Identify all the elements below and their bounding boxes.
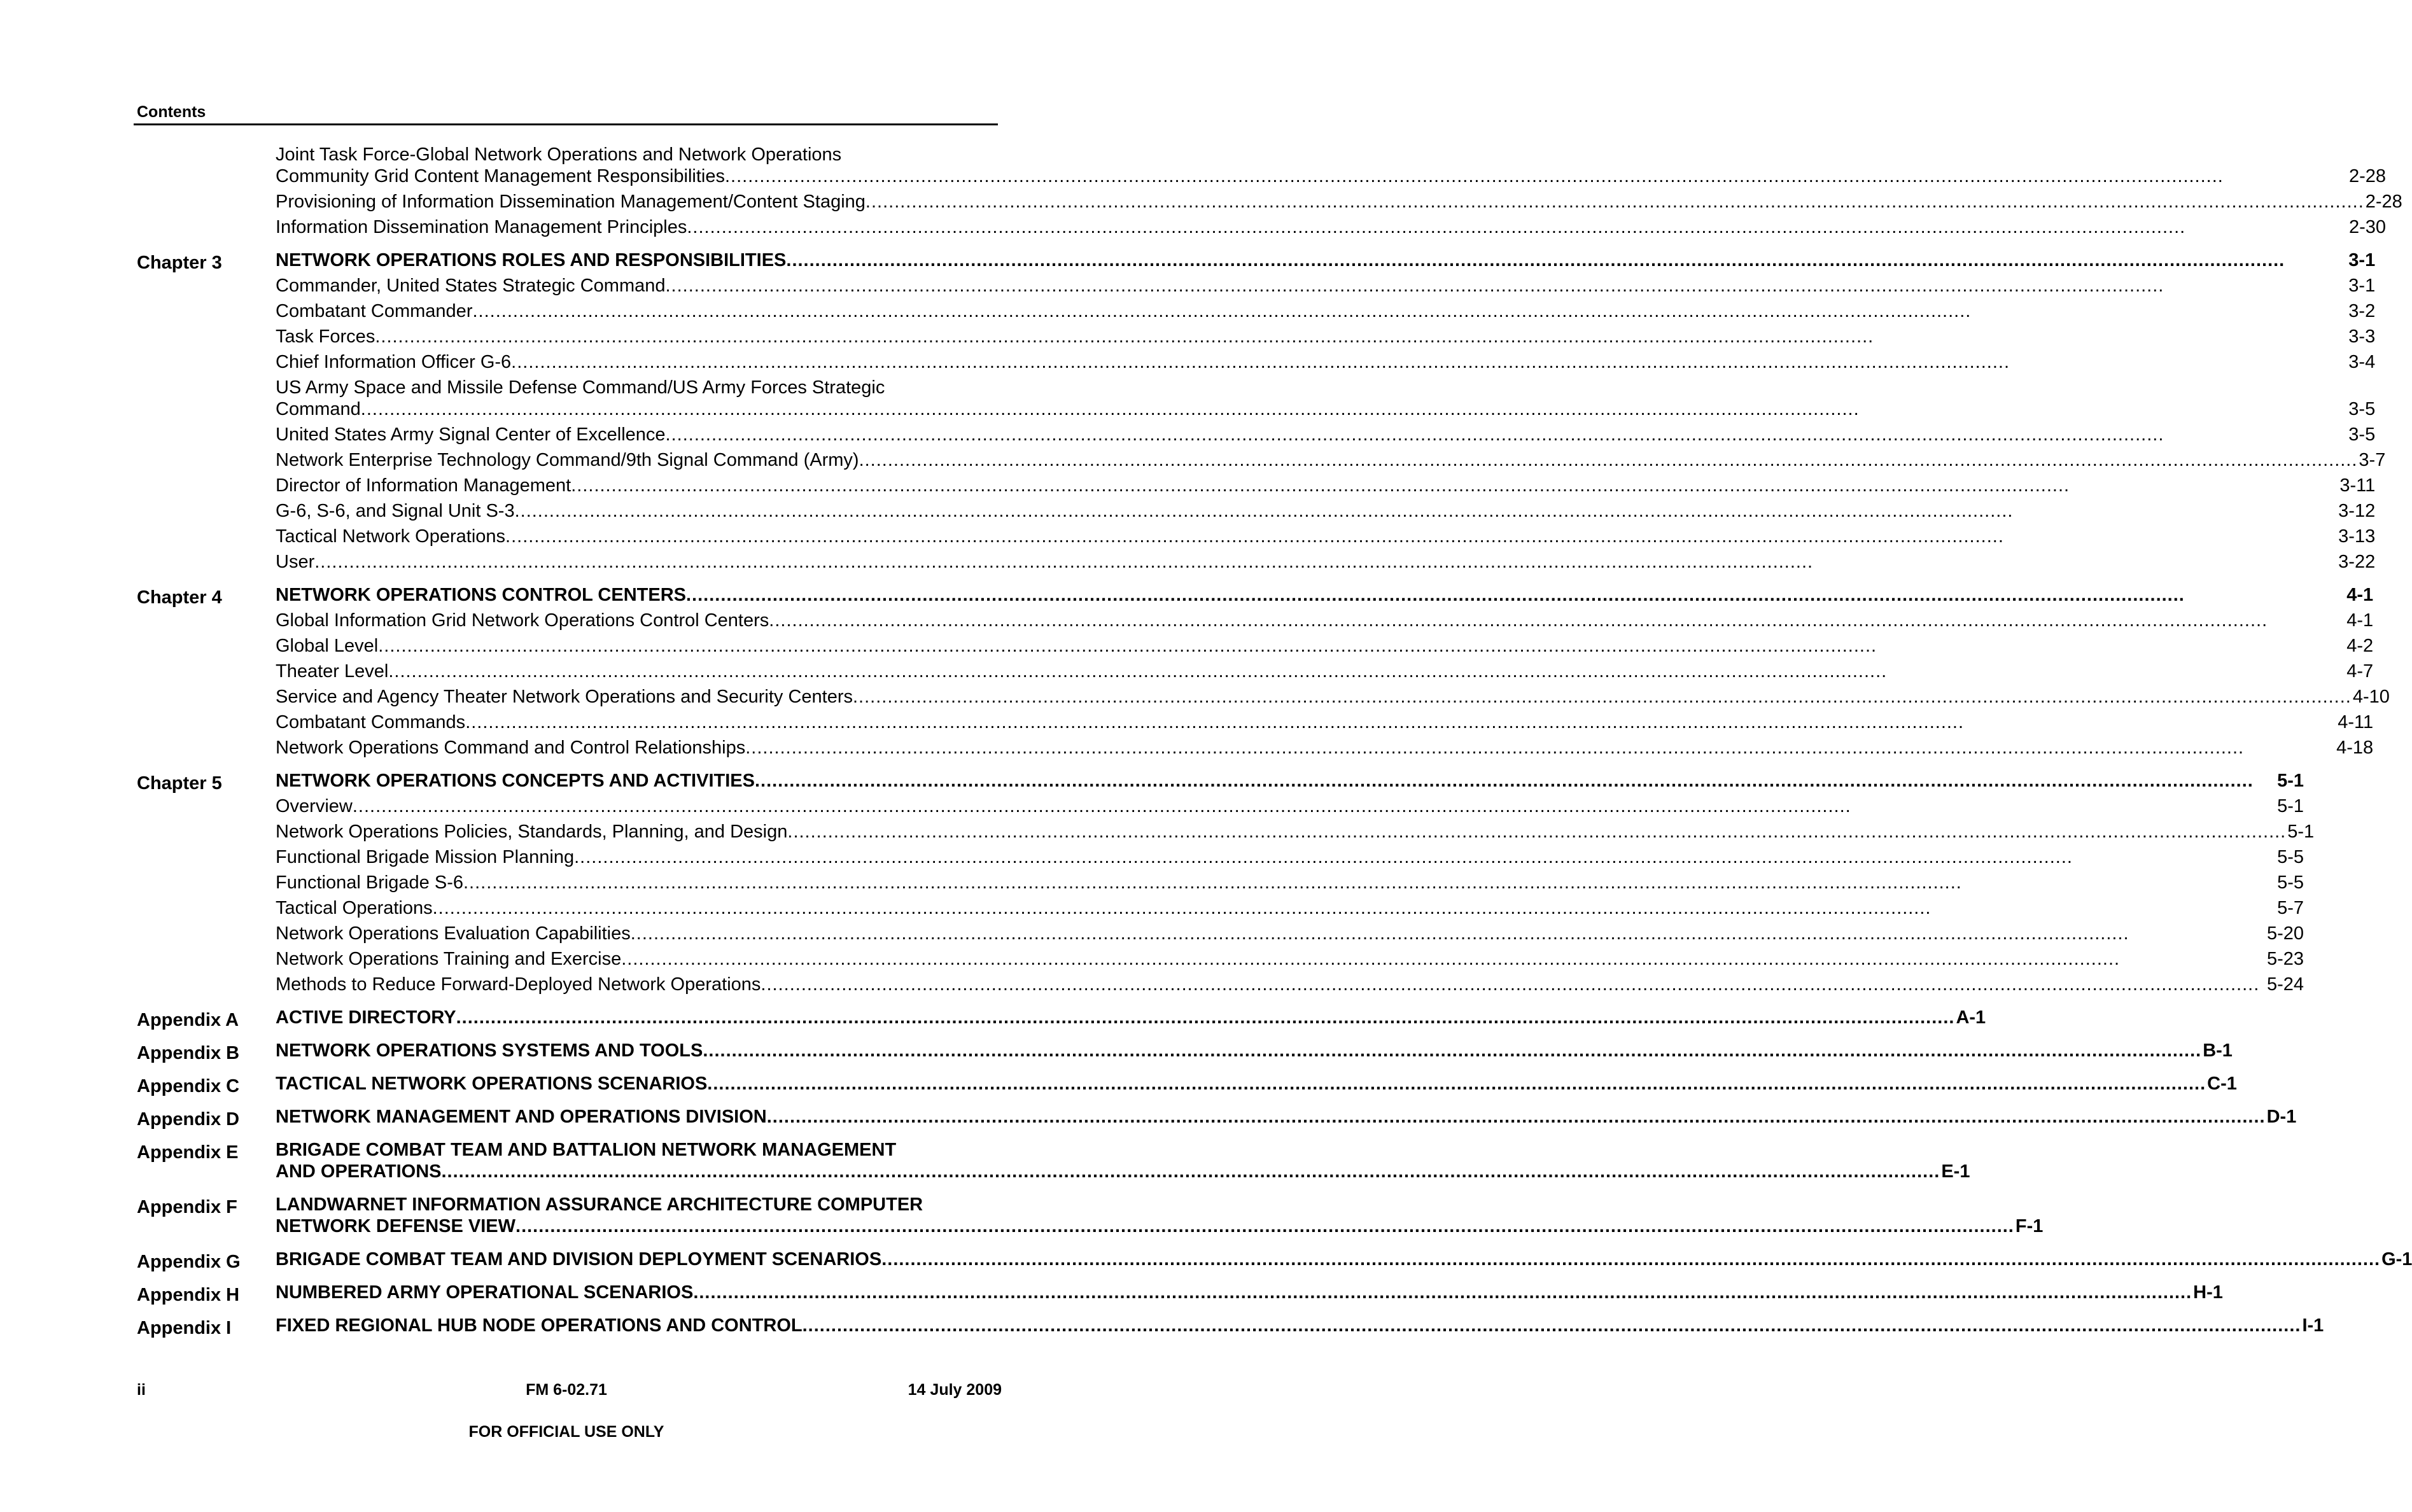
toc-entry-page: 3-22 <box>2338 552 2376 572</box>
toc-group <box>137 584 2390 762</box>
dot-leader <box>745 737 2335 759</box>
toc-entry-page: 5-5 <box>2277 847 2304 867</box>
toc-entry[interactable] <box>276 475 2375 496</box>
toc-entry-title: Director of Information Management <box>276 475 571 496</box>
toc-entry[interactable] <box>276 449 2386 471</box>
toc-entry-title: Information Dissemination Management Principles <box>276 217 687 237</box>
dot-leader <box>621 948 2266 970</box>
dot-leader <box>859 449 2358 471</box>
toc-entry-page: 4-1 <box>2346 585 2374 605</box>
toc-entry[interactable] <box>276 635 2373 657</box>
toc-group <box>137 1315 2324 1340</box>
toc-entry-title: NUMBERED ARMY OPERATIONAL SCENARIOS <box>276 1282 694 1303</box>
toc-entry-title: Global Level <box>276 636 379 656</box>
dot-leader <box>511 351 2347 373</box>
toc-group-label: Appendix A <box>137 1010 239 1030</box>
toc-entry[interactable] <box>276 846 2304 868</box>
toc-entry-page: 4-18 <box>2336 738 2374 758</box>
toc-group-label: Appendix E <box>137 1142 239 1163</box>
toc-entry-page: 4-2 <box>2346 636 2374 656</box>
toc-entry[interactable] <box>276 424 2375 445</box>
dot-leader <box>314 551 2337 573</box>
dot-leader <box>378 635 2345 657</box>
toc-group-label: Appendix G <box>137 1252 241 1272</box>
toc-entry[interactable] <box>276 923 2304 944</box>
dot-leader <box>787 821 2286 843</box>
toc-entry-title: Command <box>276 399 361 419</box>
toc-entry-title: Network Operations Command and Control Relationships <box>276 738 746 758</box>
toc-entries <box>276 1194 2044 1241</box>
toc-entry-title: Global Information Grid Network Operations Control Centers <box>276 610 769 631</box>
dot-leader <box>769 610 2345 631</box>
toc-entry-title: NETWORK OPERATIONS SYSTEMS AND TOOLS <box>276 1040 703 1061</box>
toc-entry-page: 4-7 <box>2346 661 2374 682</box>
toc-entry-page: B-1 <box>2203 1040 2233 1061</box>
dot-leader <box>515 1215 2014 1237</box>
toc-entry-page: 3-12 <box>2338 501 2376 521</box>
toc-group <box>137 1007 1986 1032</box>
toc-entries <box>276 1007 1986 1032</box>
dot-leader <box>515 500 2338 522</box>
toc-entry[interactable] <box>276 610 2373 631</box>
dot-leader <box>375 326 2347 347</box>
toc-entries <box>276 1249 2412 1274</box>
toc-entry-title: NETWORK DEFENSE VIEW <box>276 1216 516 1236</box>
toc-entry[interactable] <box>276 526 2375 547</box>
toc-entry-title: Community Grid Content Management Responsibilities <box>276 166 725 186</box>
toc-entry-title: Combatant Commands <box>276 712 466 732</box>
toc-entry[interactable] <box>276 1315 2324 1336</box>
toc-entries <box>276 1139 1970 1186</box>
toc-entry-title: Tactical Network Operations <box>276 526 506 547</box>
toc-entry[interactable] <box>276 551 2375 573</box>
toc-entry-page: H-1 <box>2193 1282 2223 1303</box>
toc-entry-title: Network Enterprise Technology Command/9th Signal Command (Army) <box>276 450 859 470</box>
toc-entry-title: Overview <box>276 796 353 816</box>
toc-entry[interactable] <box>276 144 2386 187</box>
toc-entry[interactable] <box>276 584 2373 606</box>
dot-leader <box>767 1106 2266 1128</box>
dot-leader <box>361 398 2348 420</box>
toc-entry-page: E-1 <box>1941 1161 1970 1182</box>
toc-entry-page: 2-28 <box>2348 166 2387 186</box>
toc-entry-title: ACTIVE DIRECTORY <box>276 1007 456 1028</box>
dot-leader <box>456 1007 1955 1028</box>
toc-entry-page: 5-1 <box>2277 771 2304 791</box>
toc-entry-page: F-1 <box>2015 1216 2044 1236</box>
toc-group <box>137 770 2315 999</box>
toc-entry-page: 3-5 <box>2348 424 2376 445</box>
toc-entry[interactable] <box>276 897 2304 919</box>
toc-entry[interactable] <box>276 770 2304 792</box>
toc-entries <box>276 770 2315 999</box>
toc-group-label: Appendix C <box>137 1076 240 1096</box>
toc-group <box>137 1040 2233 1065</box>
toc-entry-page: 5-5 <box>2277 872 2304 893</box>
toc-group-label <box>137 144 276 146</box>
toc-entry[interactable] <box>276 795 2304 817</box>
toc-entry-page: 2-30 <box>2348 217 2387 237</box>
toc-entries <box>276 249 2386 577</box>
toc-entry-page: C-1 <box>2207 1074 2237 1094</box>
dot-leader <box>472 300 2347 322</box>
toc-entry-title-line: Joint Task Force-Global Network Operations and Network Operations <box>276 144 842 165</box>
toc-entry[interactable] <box>276 1106 2297 1128</box>
toc-group <box>137 1073 2237 1098</box>
toc-entry[interactable] <box>276 351 2375 373</box>
toc-entry-title: NETWORK OPERATIONS ROLES AND RESPONSIBILITIES <box>276 250 787 270</box>
toc-entry-title: Functional Brigade S-6 <box>276 872 463 893</box>
toc-group-label: Appendix F <box>137 1197 237 1217</box>
toc-group-label: Appendix D <box>137 1109 240 1130</box>
toc-entry[interactable] <box>276 1282 2223 1303</box>
toc-entry[interactable] <box>276 737 2373 759</box>
toc-entry[interactable] <box>276 500 2375 522</box>
toc-entry-page: 4-10 <box>2352 687 2390 707</box>
toc-entries <box>276 144 2402 242</box>
toc-group <box>137 1194 2044 1241</box>
dot-leader <box>786 249 2347 271</box>
toc-entry-title: FIXED REGIONAL HUB NODE OPERATIONS AND CONTROL <box>276 1315 803 1336</box>
toc-entry-page: D-1 <box>2266 1107 2297 1127</box>
dot-leader <box>761 974 2266 995</box>
toc-entry[interactable] <box>276 300 2375 322</box>
toc-entry[interactable] <box>276 275 2375 297</box>
toc-group <box>137 1139 1970 1186</box>
dot-leader <box>866 191 2364 213</box>
toc-group-label: Appendix I <box>137 1318 232 1338</box>
toc-group-label: Chapter 4 <box>137 587 222 608</box>
toc-entry-title: Theater Level <box>276 661 389 682</box>
toc-entry[interactable] <box>276 1249 2412 1270</box>
toc-entry-page: 4-11 <box>2338 712 2374 732</box>
dot-leader <box>574 846 2276 868</box>
toc-entry-page: 2-28 <box>2365 192 2402 212</box>
toc-entry-title: TACTICAL NETWORK OPERATIONS SCENARIOS <box>276 1074 708 1094</box>
toc-group <box>137 249 2386 577</box>
toc-entry-title: United States Army Signal Center of Excellence <box>276 424 666 445</box>
toc-entries <box>276 1073 2237 1098</box>
footer-manual-number: FM 6-02.71 <box>526 1381 607 1399</box>
toc-group-label: Appendix H <box>137 1285 240 1305</box>
dot-leader <box>707 1073 2206 1095</box>
toc-entries <box>276 1106 2297 1131</box>
toc-entry-page: 3-13 <box>2338 526 2376 547</box>
toc-entry-page: 3-2 <box>2348 301 2376 321</box>
toc-entry[interactable] <box>276 249 2375 271</box>
toc-entry-title: Task Forces <box>276 326 375 347</box>
dot-leader <box>441 1161 1940 1182</box>
header-rule <box>134 123 998 125</box>
dot-leader <box>693 1282 2192 1303</box>
toc-entry-title: Service and Agency Theater Network Operations and Security Centers <box>276 687 853 707</box>
toc-entry-page: 5-1 <box>2287 822 2315 842</box>
toc-entry-title-line: BRIGADE COMBAT TEAM AND BATTALION NETWORK MANAGEMENT <box>276 1140 897 1160</box>
toc-entry-title: User <box>276 552 315 572</box>
toc-entry-title: Methods to Reduce Forward-Deployed Network Operations <box>276 974 761 995</box>
dot-leader <box>505 526 2337 547</box>
toc-entry-title: Tactical Operations <box>276 898 433 918</box>
toc-entry-page: 3-11 <box>2339 475 2376 496</box>
toc-entry-title: BRIGADE COMBAT TEAM AND DIVISION DEPLOYMENT SCENARIOS <box>276 1249 882 1270</box>
toc-entry-title: Chief Information Officer G-6 <box>276 352 512 372</box>
toc-entry-page: 4-1 <box>2346 610 2374 631</box>
dot-leader <box>687 216 2348 238</box>
dot-leader <box>725 165 2348 187</box>
toc-entry-title: Network Operations Policies, Standards, Planning, and Design <box>276 822 788 842</box>
toc-entry[interactable] <box>276 948 2304 970</box>
toc-entry-page: 3-1 <box>2348 276 2376 296</box>
toc-entry-page: 3-7 <box>2359 450 2386 470</box>
dot-leader <box>853 686 2352 708</box>
dot-leader <box>465 711 2336 733</box>
table-of-contents <box>137 144 2412 1348</box>
toc-entry[interactable] <box>276 1073 2237 1095</box>
toc-group-label: Chapter 5 <box>137 773 222 794</box>
toc-entry-page: 5-7 <box>2277 898 2304 918</box>
toc-entry[interactable] <box>276 686 2390 708</box>
toc-entry-title: Functional Brigade Mission Planning <box>276 847 575 867</box>
toc-entry-page: 3-4 <box>2348 352 2376 372</box>
toc-entry-title: NETWORK MANAGEMENT AND OPERATIONS DIVISION <box>276 1107 767 1127</box>
toc-entry[interactable] <box>276 326 2375 347</box>
toc-entry[interactable] <box>276 711 2373 733</box>
toc-entry[interactable] <box>276 872 2304 893</box>
toc-entry-page: 3-1 <box>2348 250 2376 270</box>
toc-group-label: Chapter 3 <box>137 253 222 273</box>
dot-leader <box>433 897 2276 919</box>
security-marking: FOR OFFICIAL USE ONLY <box>468 1423 664 1441</box>
toc-entry-title: NETWORK OPERATIONS CONCEPTS AND ACTIVITIES <box>276 771 755 791</box>
toc-entry[interactable] <box>276 377 2375 420</box>
toc-entry-page: 5-1 <box>2277 796 2304 816</box>
toc-entry-title: Network Operations Training and Exercise <box>276 949 622 969</box>
toc-entry[interactable] <box>276 1139 1970 1182</box>
dot-leader <box>571 475 2338 496</box>
footer-page-number: ii <box>137 1381 146 1399</box>
dot-leader <box>755 770 2276 792</box>
toc-entry-title: Network Operations Evaluation Capabilities <box>276 923 631 944</box>
toc-entry-title-line: US Army Space and Missile Defense Command/US Army Forces Strategic <box>276 377 885 398</box>
toc-group-label: Appendix B <box>137 1043 240 1063</box>
toc-entry-title: Combatant Commander <box>276 301 473 321</box>
dot-leader <box>703 1040 2201 1061</box>
toc-entry-page: A-1 <box>1956 1007 1986 1028</box>
running-header: Contents <box>137 103 206 121</box>
toc-entry-title: AND OPERATIONS <box>276 1161 442 1182</box>
toc-entry-title: G-6, S-6, and Signal Unit S-3 <box>276 501 515 521</box>
toc-entry[interactable] <box>276 216 2386 238</box>
dot-leader <box>686 584 2345 606</box>
toc-entry-title: NETWORK OPERATIONS CONTROL CENTERS <box>276 585 686 605</box>
toc-entry-page: G-1 <box>2381 1249 2412 1270</box>
dot-leader <box>353 795 2276 817</box>
toc-entry-title-line: LANDWARNET INFORMATION ASSURANCE ARCHITECTURE COMPUTER <box>276 1194 923 1215</box>
dot-leader <box>666 275 2348 297</box>
dot-leader <box>803 1315 2301 1336</box>
toc-group <box>137 1282 2223 1307</box>
toc-entry-title: Commander, United States Strategic Command <box>276 276 666 296</box>
footer-date: 14 July 2009 <box>908 1381 1002 1399</box>
toc-entry-page: 5-20 <box>2267 923 2304 944</box>
toc-entry[interactable] <box>276 1040 2233 1061</box>
toc-entry-page: 5-24 <box>2267 974 2304 995</box>
toc-entry-page: 5-23 <box>2267 949 2304 969</box>
toc-group <box>137 1106 2297 1131</box>
toc-entry[interactable] <box>276 661 2373 682</box>
toc-entry-page: 3-3 <box>2348 326 2376 347</box>
toc-entries <box>276 1282 2223 1307</box>
dot-leader <box>631 923 2266 944</box>
toc-entry[interactable] <box>276 821 2315 843</box>
dot-leader <box>388 661 2345 682</box>
toc-entry-title: Provisioning of Information Dissemination Management/Content Staging <box>276 192 866 212</box>
toc-entry-page: 3-5 <box>2348 399 2376 419</box>
toc-entries <box>276 1040 2233 1065</box>
toc-group <box>137 144 2402 242</box>
toc-entry-page: I-1 <box>2302 1315 2324 1336</box>
dot-leader <box>881 1249 2380 1270</box>
dot-leader <box>666 424 2348 445</box>
toc-entries <box>276 1315 2324 1340</box>
toc-entry[interactable] <box>276 1007 1986 1028</box>
dot-leader <box>463 872 2276 893</box>
toc-entries <box>276 584 2390 762</box>
toc-group <box>137 1249 2412 1274</box>
toc-entry[interactable] <box>276 974 2304 995</box>
toc-entry[interactable] <box>276 191 2402 213</box>
toc-entry[interactable] <box>276 1194 2044 1237</box>
